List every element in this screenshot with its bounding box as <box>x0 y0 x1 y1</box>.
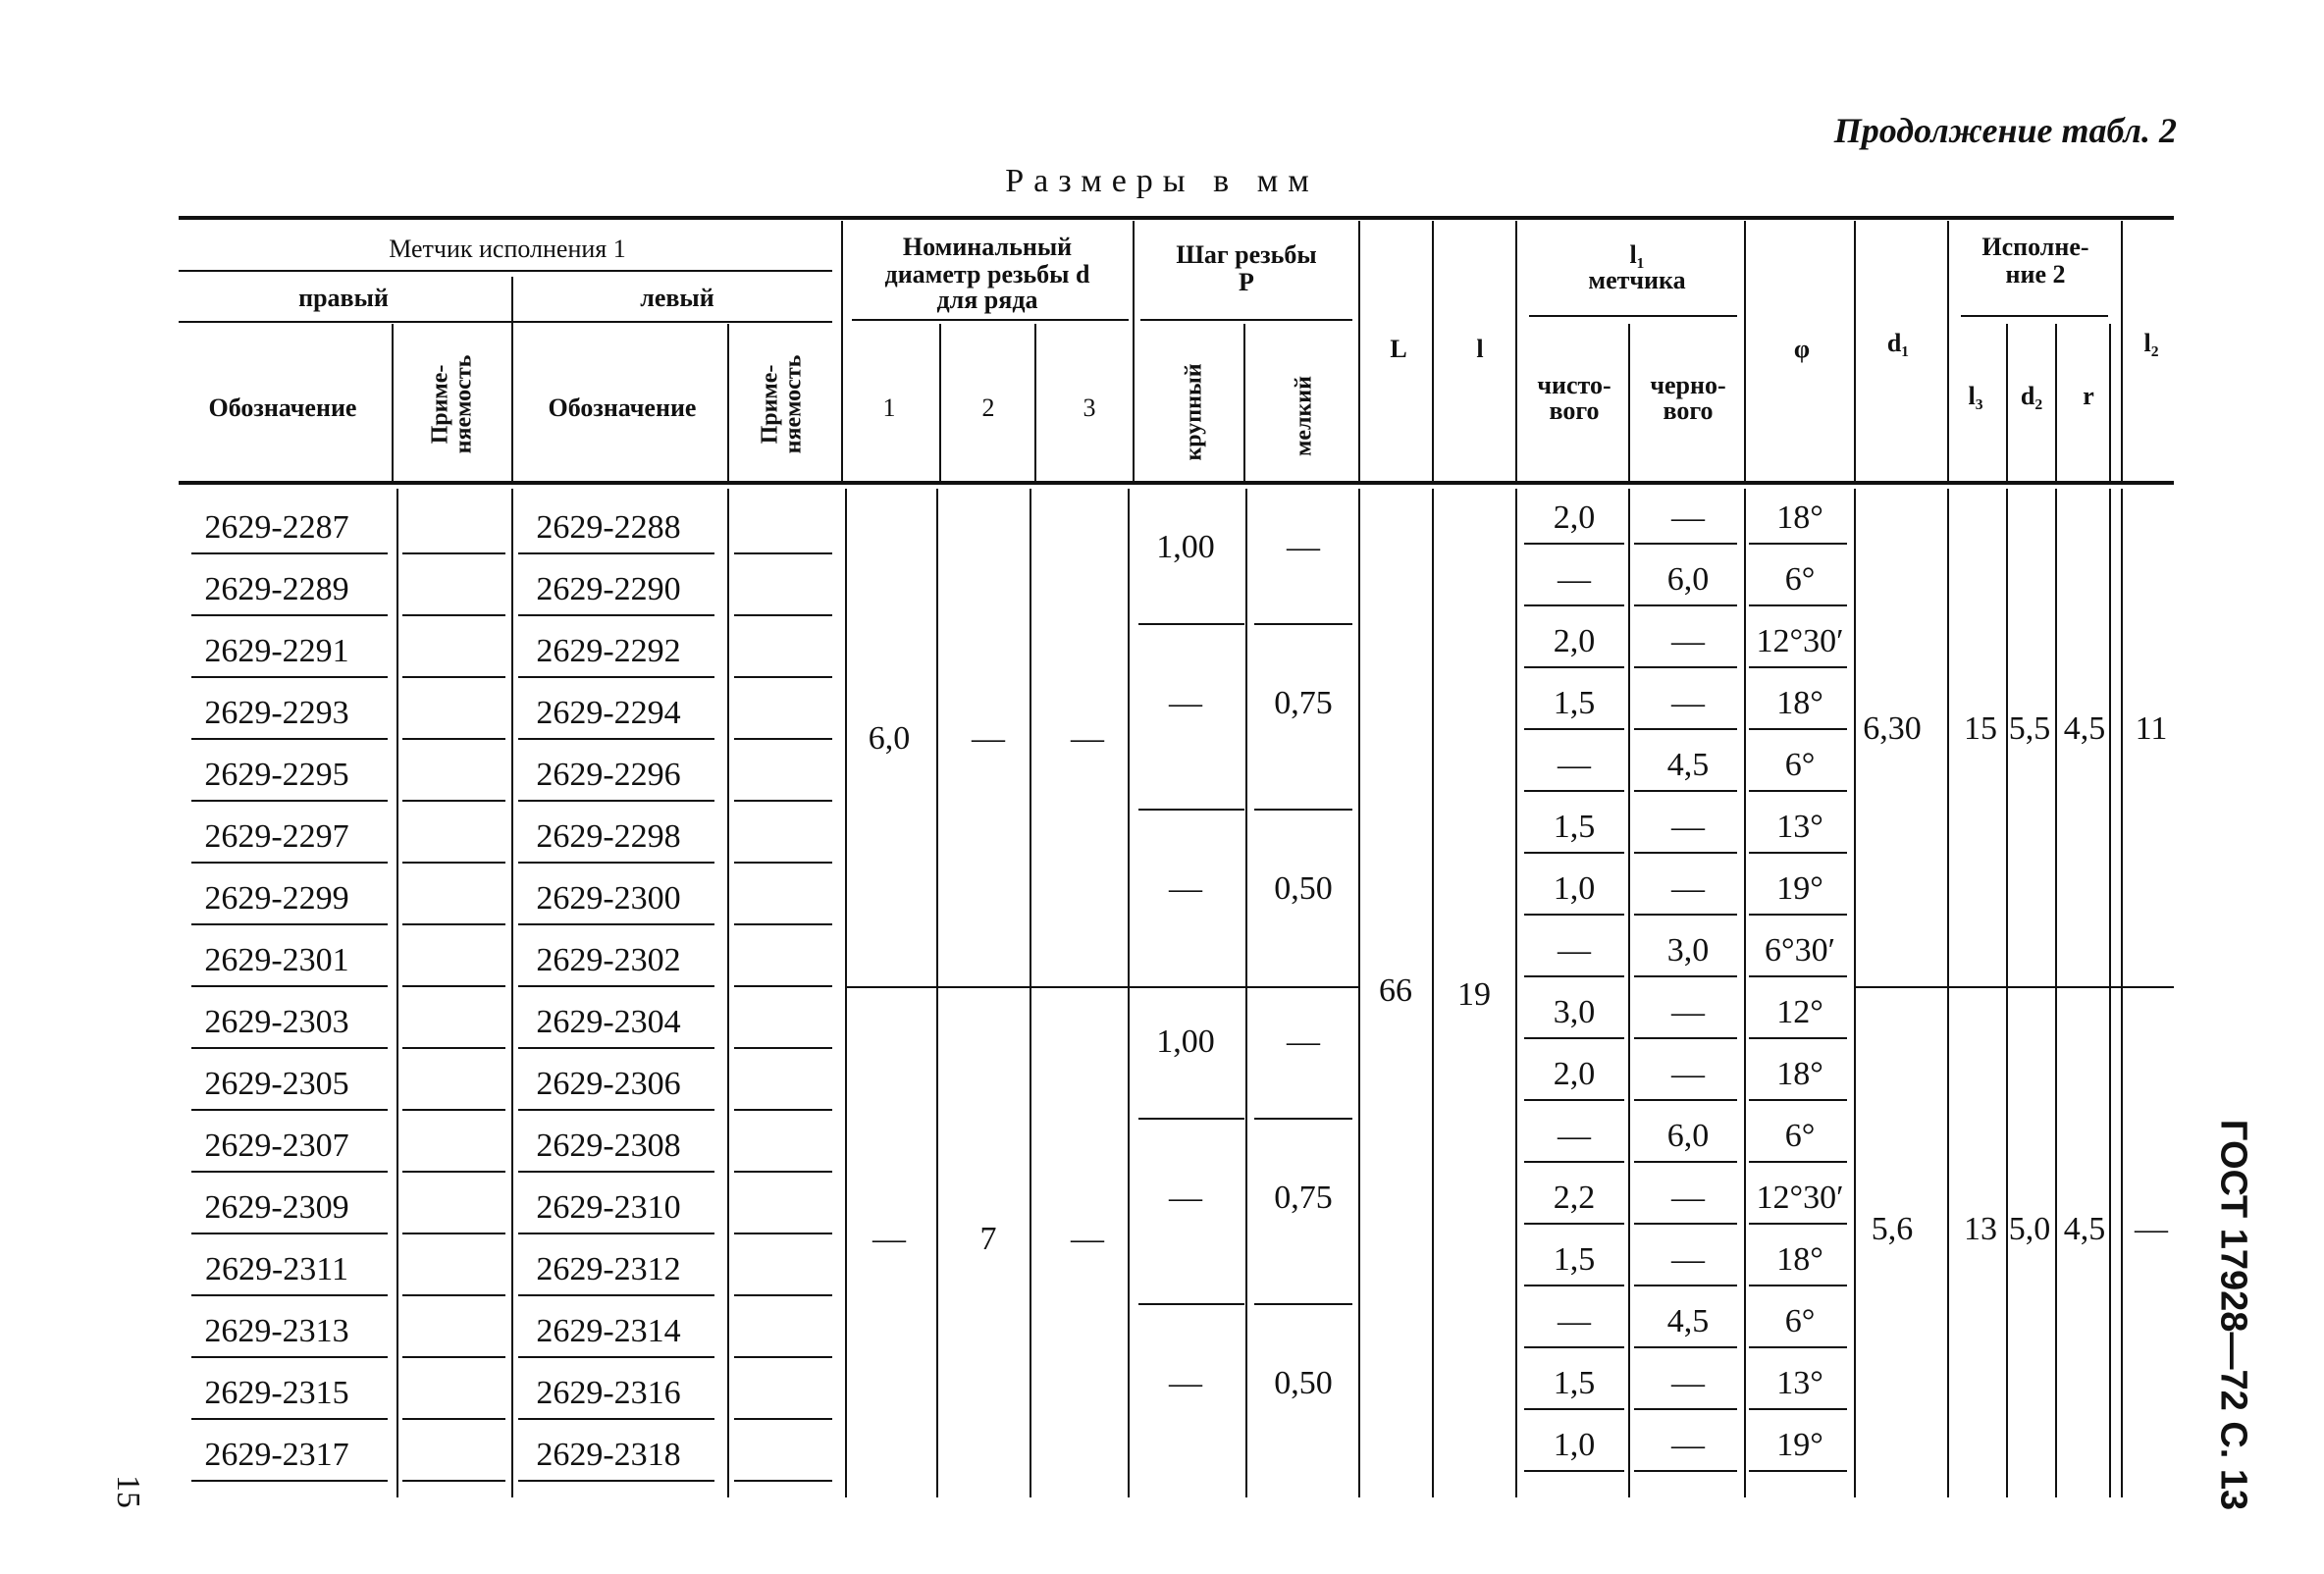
code-left: 2629-2316 <box>536 1374 681 1411</box>
value-l: 19 <box>1457 975 1491 1013</box>
pitch-krupnyi: 1,00 <box>1156 1023 1215 1060</box>
header-row-1: 1 <box>882 393 896 422</box>
header-primenyaemost-right: няемость <box>450 354 477 454</box>
value-chistovogo: — <box>1558 931 1591 969</box>
value-phi: 6° <box>1784 746 1816 783</box>
code-left: 2629-2312 <box>536 1250 681 1287</box>
header-row-2: 2 <box>981 393 995 422</box>
diameter-row1: — <box>872 1220 906 1257</box>
value-d1: 6,30 <box>1863 709 1922 747</box>
value-chistovogo: 1,0 <box>1553 1426 1596 1463</box>
code-right: 2629-2317 <box>204 1436 349 1473</box>
dimensions-caption: Размеры в мм <box>1005 163 1319 199</box>
value-chernovogo: — <box>1671 498 1705 536</box>
value-l3: 15 <box>1964 709 1997 747</box>
value-d2: 5,0 <box>2008 1210 2051 1247</box>
pitch-krupnyi: — <box>1169 684 1202 721</box>
value-chernovogo: 6,0 <box>1666 560 1710 598</box>
header-chistovogo: вого <box>1549 395 1600 425</box>
header-l2: l₂ <box>2143 328 2159 357</box>
pitch-melkii: 0,75 <box>1274 1179 1333 1216</box>
header-thread-pitch: P <box>1239 267 1254 296</box>
code-left: 2629-2314 <box>536 1312 681 1349</box>
code-right: 2629-2293 <box>204 694 349 731</box>
header-levyi: левый <box>640 283 714 312</box>
header-ispolnenie-2: ние 2 <box>2005 259 2066 289</box>
value-l2: — <box>2135 1210 2168 1247</box>
header-primenyaemost-left: Приме- <box>757 364 783 445</box>
value-l3: 13 <box>1964 1210 1997 1247</box>
code-right: 2629-2307 <box>204 1127 349 1164</box>
value-chistovogo: 2,0 <box>1553 498 1596 536</box>
value-chernovogo: — <box>1671 1055 1705 1092</box>
code-right: 2629-2297 <box>204 817 349 855</box>
value-chernovogo: 6,0 <box>1666 1117 1710 1154</box>
header-l1: метчика <box>1588 265 1686 294</box>
header-chernovogo: черно- <box>1650 370 1726 399</box>
code-right: 2629-2315 <box>204 1374 349 1411</box>
header-nominal-diameter: диаметр резьбы d <box>884 259 1090 289</box>
value-l2: 11 <box>2135 709 2168 747</box>
value-chistovogo: 1,5 <box>1553 808 1596 845</box>
code-left: 2629-2302 <box>536 941 681 978</box>
value-chistovogo: — <box>1558 1117 1591 1154</box>
pitch-krupnyi: — <box>1169 1364 1202 1401</box>
value-chistovogo: 3,0 <box>1553 993 1596 1030</box>
value-phi: 18° <box>1776 1240 1823 1278</box>
code-left: 2629-2294 <box>536 694 681 731</box>
header-primenyaemost-right: Приме- <box>427 364 453 445</box>
value-chernovogo: 3,0 <box>1666 931 1710 969</box>
value-L: 66 <box>1379 971 1412 1009</box>
diameter-row3: — <box>1071 719 1104 757</box>
value-phi: 13° <box>1776 808 1823 845</box>
code-left: 2629-2290 <box>536 570 681 607</box>
value-chistovogo: 1,5 <box>1553 1364 1596 1401</box>
header-primenyaemost-left: няемость <box>780 354 807 454</box>
code-right: 2629-2311 <box>204 1250 349 1287</box>
pitch-melkii: 0,50 <box>1274 1364 1333 1401</box>
pitch-melkii: — <box>1287 1023 1320 1060</box>
value-chistovogo: — <box>1558 1302 1591 1339</box>
value-phi: 6°30′ <box>1764 931 1836 969</box>
pitch-krupnyi: — <box>1169 1179 1202 1216</box>
value-chernovogo: 4,5 <box>1666 1302 1710 1339</box>
value-d1: 5,6 <box>1871 1210 1914 1247</box>
code-right: 2629-2313 <box>204 1312 349 1349</box>
pitch-melkii: 0,50 <box>1274 869 1333 907</box>
value-chernovogo: — <box>1671 1426 1705 1463</box>
header-oboznachenie-right: Обозначение <box>208 393 357 422</box>
header-oboznachenie-left: Обозначение <box>548 393 697 422</box>
value-chernovogo: 4,5 <box>1666 746 1710 783</box>
value-phi: 19° <box>1776 869 1823 907</box>
value-chistovogo: 2,0 <box>1553 1055 1596 1092</box>
code-right: 2629-2303 <box>204 1003 349 1040</box>
value-chistovogo: 1,0 <box>1553 869 1596 907</box>
value-phi: 6° <box>1784 560 1816 598</box>
value-chistovogo: 2,2 <box>1553 1179 1596 1216</box>
header-L: L <box>1390 334 1407 363</box>
code-left: 2629-2300 <box>536 879 681 917</box>
continuation-heading: Продолжение табл. 2 <box>1833 111 2177 150</box>
diameter-row2: 7 <box>979 1220 997 1257</box>
value-chernovogo: — <box>1671 1240 1705 1278</box>
value-chistovogo: — <box>1558 560 1591 598</box>
pitch-krupnyi: 1,00 <box>1156 528 1215 565</box>
value-phi: 18° <box>1776 684 1823 721</box>
value-chernovogo: — <box>1671 869 1705 907</box>
value-phi: 6° <box>1784 1117 1816 1154</box>
code-right: 2629-2287 <box>204 508 349 546</box>
code-right: 2629-2299 <box>204 879 349 917</box>
standard-reference: ГОСТ 17928—72 С. 13 <box>2212 1119 2254 1511</box>
header-pravyi: правый <box>298 283 389 312</box>
value-chistovogo: 2,0 <box>1553 622 1596 659</box>
code-left: 2629-2304 <box>536 1003 681 1040</box>
value-phi: 13° <box>1776 1364 1823 1401</box>
value-chistovogo: 1,5 <box>1553 684 1596 721</box>
header-chistovogo: чисто- <box>1537 370 1611 399</box>
header-metchik: Метчик исполнения 1 <box>389 234 626 263</box>
header-nominal-diameter: для ряда <box>936 285 1038 314</box>
value-r: 4,5 <box>2063 709 2106 747</box>
value-chistovogo: 1,5 <box>1553 1240 1596 1278</box>
code-right: 2629-2291 <box>204 632 349 669</box>
header-l: l <box>1476 334 1484 363</box>
header-phi: φ <box>1793 334 1811 363</box>
code-left: 2629-2292 <box>536 632 681 669</box>
value-chistovogo: — <box>1558 746 1591 783</box>
header-ispolnenie-2: Исполне- <box>1981 232 2089 261</box>
code-right: 2629-2289 <box>204 570 349 607</box>
value-phi: 6° <box>1784 1302 1816 1339</box>
header-d2: d₂ <box>2020 381 2043 410</box>
code-left: 2629-2296 <box>536 756 681 793</box>
value-chernovogo: — <box>1671 684 1705 721</box>
code-right: 2629-2301 <box>204 941 349 978</box>
value-phi: 18° <box>1776 1055 1823 1092</box>
header-melkii: мелкий <box>1291 376 1317 456</box>
header-nominal-diameter: Номинальный <box>902 232 1073 261</box>
value-phi: 12°30′ <box>1756 1179 1844 1216</box>
header-krupnyi: крупный <box>1181 363 1207 461</box>
header-chernovogo: вого <box>1663 395 1714 425</box>
code-left: 2629-2310 <box>536 1188 681 1226</box>
value-chernovogo: — <box>1671 1179 1705 1216</box>
value-phi: 18° <box>1776 498 1823 536</box>
code-left: 2629-2288 <box>536 508 681 546</box>
value-chernovogo: — <box>1671 1364 1705 1401</box>
pitch-melkii: — <box>1287 528 1320 565</box>
code-left: 2629-2318 <box>536 1436 681 1473</box>
code-left: 2629-2306 <box>536 1065 681 1102</box>
value-chernovogo: — <box>1671 808 1705 845</box>
diameter-row2: — <box>972 719 1005 757</box>
value-r: 4,5 <box>2063 1210 2106 1247</box>
code-right: 2629-2309 <box>204 1188 349 1226</box>
code-left: 2629-2298 <box>536 817 681 855</box>
header-d1: d₁ <box>1886 328 1910 357</box>
header-l3: l₃ <box>1968 381 1983 410</box>
diameter-row1: 6,0 <box>868 719 911 757</box>
header-thread-pitch: Шаг резьбы <box>1176 239 1317 269</box>
pitch-krupnyi: — <box>1169 869 1202 907</box>
header-l1: l₁ <box>1629 239 1645 269</box>
value-chernovogo: — <box>1671 622 1705 659</box>
header-row-3: 3 <box>1083 393 1096 422</box>
diameter-row3: — <box>1071 1220 1104 1257</box>
pitch-melkii: 0,75 <box>1274 684 1333 721</box>
value-chernovogo: — <box>1671 993 1705 1030</box>
value-d2: 5,5 <box>2008 709 2051 747</box>
page-number: 15 <box>110 1475 146 1508</box>
code-right: 2629-2295 <box>204 756 349 793</box>
code-right: 2629-2305 <box>204 1065 349 1102</box>
code-left: 2629-2308 <box>536 1127 681 1164</box>
value-phi: 12°30′ <box>1756 622 1844 659</box>
header-r: r <box>2083 381 2094 410</box>
value-phi: 12° <box>1776 993 1823 1030</box>
value-phi: 19° <box>1776 1426 1823 1463</box>
